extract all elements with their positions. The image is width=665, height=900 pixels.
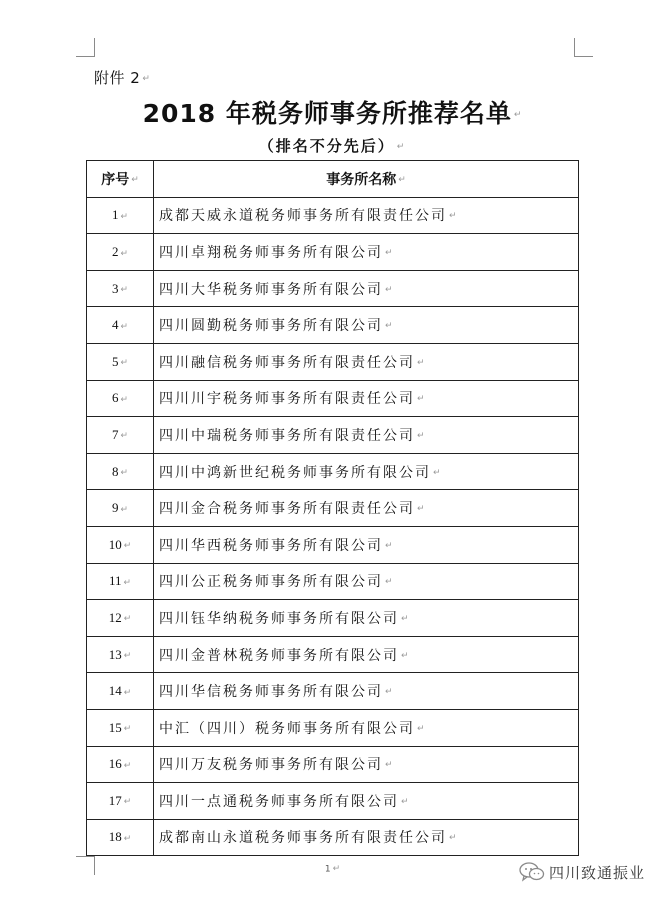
table-row (87, 673, 579, 710)
paragraph-mark: ↵ (123, 759, 132, 770)
paragraph-mark: ↵ (449, 211, 459, 222)
firm-name: 成都南山永道税务师事务所有限责任公司 (159, 830, 447, 847)
firm-name: 四川公正税务师事务所有限公司 (159, 574, 383, 591)
firm-name-cell (154, 563, 579, 600)
paragraph-mark: ↵ (120, 320, 129, 331)
row-number: 5 (111, 353, 119, 369)
firm-name: 四川融信税务师事务所有限责任公司 (159, 354, 415, 371)
firm-name-cell (154, 380, 579, 417)
paragraph-mark: ↵ (123, 576, 132, 587)
wechat-watermark (519, 859, 645, 885)
paragraph-mark: ↵ (513, 110, 523, 120)
paragraph-mark: ↵ (332, 864, 341, 874)
firm-name: 四川中瑞税务师事务所有限责任公司 (159, 427, 415, 444)
firm-name: 四川圆勤税务师事务所有限公司 (159, 318, 383, 335)
firm-name-cell (154, 453, 579, 490)
paragraph-mark: ↵ (123, 723, 132, 734)
row-number-cell (87, 563, 154, 600)
paragraph-mark: ↵ (120, 357, 129, 368)
paragraph-mark: ↵ (120, 247, 129, 258)
table-row (87, 307, 579, 344)
header-name-text: 事务所名称 (326, 171, 397, 188)
row-number-cell (87, 490, 154, 527)
paragraph-mark: ↵ (385, 321, 395, 332)
paragraph-mark: ↵ (120, 430, 129, 441)
paragraph-mark: ↵ (142, 73, 151, 84)
paragraph-mark: ↵ (123, 833, 132, 843)
row-number: 12 (108, 609, 122, 625)
paragraph-mark: ↵ (417, 723, 427, 734)
firm-name: 四川万友税务师事务所有限公司 (159, 757, 383, 774)
paragraph-mark: ↵ (396, 141, 407, 152)
document-title (0, 94, 665, 130)
paragraph-mark: ↵ (401, 796, 411, 807)
paragraph-mark: ↵ (417, 430, 427, 441)
firm-name-cell (154, 600, 579, 637)
table-row (87, 819, 579, 856)
header-cell-no (87, 161, 154, 198)
firm-name-cell (154, 746, 579, 783)
firm-name-cell (154, 197, 579, 234)
paragraph-mark: ↵ (385, 577, 395, 588)
firm-name-cell (154, 526, 579, 563)
row-number-cell (87, 709, 154, 746)
document-title-text: 2018 年税务师事务所推荐名单 (142, 99, 512, 128)
paragraph-mark: ↵ (398, 174, 406, 185)
paragraph-mark: ↵ (385, 247, 395, 258)
paragraph-mark: ↵ (385, 540, 395, 551)
row-number: 11 (108, 573, 122, 589)
table-row (87, 746, 579, 783)
row-number-cell (87, 380, 154, 417)
paragraph-mark: ↵ (417, 357, 427, 368)
firm-name-cell (154, 636, 579, 673)
paragraph-mark: ↵ (385, 687, 395, 698)
firm-name-cell (154, 234, 579, 271)
row-number: 6 (111, 390, 119, 406)
row-number: 1 (111, 207, 119, 223)
firm-name-cell (154, 343, 579, 380)
firm-name-cell (154, 417, 579, 454)
watermark-text: 四川致通振业 (549, 863, 646, 882)
paragraph-mark: ↵ (120, 284, 129, 295)
row-number-cell (87, 783, 154, 820)
firm-name-cell (154, 673, 579, 710)
firm-name-cell (154, 819, 579, 856)
row-number: 16 (108, 756, 122, 772)
firm-name-cell (154, 307, 579, 344)
paragraph-mark: ↵ (120, 393, 129, 404)
row-number: 4 (111, 317, 119, 333)
firm-name: 四川中鸿新世纪税务师事务所有限公司 (159, 464, 431, 481)
crop-mark-top-right (574, 38, 593, 57)
firm-name-cell (154, 270, 579, 307)
row-number-cell (87, 673, 154, 710)
row-number: 18 (108, 829, 122, 845)
row-number: 10 (108, 536, 122, 552)
row-number-cell (87, 417, 154, 454)
row-number-cell (87, 343, 154, 380)
row-number-cell (87, 526, 154, 563)
row-number: 13 (108, 646, 122, 662)
paragraph-mark: ↵ (417, 394, 427, 405)
document-subtitle-text: （排名不分先后） (258, 137, 395, 155)
row-number-cell (87, 819, 154, 856)
paragraph-mark: ↵ (131, 174, 139, 185)
attachment-label-text: 附件 2 (94, 69, 141, 87)
crop-mark-top-left (76, 38, 95, 57)
table-row (87, 197, 579, 234)
firm-name: 四川华西税务师事务所有限公司 (159, 537, 383, 554)
table-row (87, 563, 579, 600)
table-row (87, 234, 579, 271)
row-number-cell (87, 270, 154, 307)
table-row (87, 526, 579, 563)
table-row (87, 490, 579, 527)
table-row (87, 453, 579, 490)
wechat-icon (519, 862, 545, 882)
table-row (87, 417, 579, 454)
paragraph-mark: ↵ (120, 503, 129, 514)
firm-name: 四川卓翔税务师事务所有限公司 (159, 244, 383, 261)
header-cell-name (154, 161, 579, 198)
header-no-text: 序号 (101, 171, 130, 188)
paragraph-mark: ↵ (120, 467, 129, 478)
row-number-cell (87, 746, 154, 783)
paragraph-mark: ↵ (123, 686, 132, 697)
page-number-text: 1 (324, 864, 331, 875)
table-row (87, 380, 579, 417)
row-number-cell (87, 307, 154, 344)
table-row (87, 600, 579, 637)
paragraph-mark: ↵ (120, 210, 129, 221)
paragraph-mark: ↵ (401, 650, 411, 661)
firm-list-table (86, 160, 579, 856)
table-row (87, 783, 579, 820)
paragraph-mark: ↵ (385, 760, 395, 771)
row-number-cell (87, 636, 154, 673)
paragraph-mark: ↵ (433, 467, 443, 478)
document-subtitle (0, 135, 665, 156)
paragraph-mark: ↵ (401, 613, 411, 624)
table-row (87, 636, 579, 673)
firm-name: 四川钰华纳税务师事务所有限公司 (159, 610, 399, 627)
firm-name: 四川金合税务师事务所有限责任公司 (159, 501, 415, 518)
row-number: 14 (108, 683, 122, 699)
firm-name-cell (154, 490, 579, 527)
firm-name: 中汇（四川）税务师事务所有限公司 (159, 720, 415, 737)
paragraph-mark: ↵ (123, 796, 132, 807)
firm-name: 四川华信税务师事务所有限公司 (159, 684, 383, 701)
attachment-label (94, 67, 150, 88)
firm-name-cell (154, 709, 579, 746)
row-number: 9 (111, 500, 119, 516)
row-number: 15 (108, 719, 122, 735)
paragraph-mark: ↵ (385, 284, 395, 295)
firm-name: 四川金普林税务师事务所有限公司 (159, 647, 399, 664)
table-row (87, 709, 579, 746)
row-number-cell (87, 453, 154, 490)
row-number: 8 (111, 463, 119, 479)
firm-name: 四川川宇税务师事务所有限责任公司 (159, 391, 415, 408)
paragraph-mark: ↵ (123, 613, 132, 624)
table-header-row (87, 161, 579, 198)
firm-name-cell (154, 783, 579, 820)
row-number: 7 (111, 426, 119, 442)
paragraph-mark: ↵ (123, 540, 132, 551)
firm-name: 四川大华税务师事务所有限公司 (159, 281, 383, 298)
row-number: 17 (108, 792, 122, 808)
firm-name: 成都天威永道税务师事务所有限责任公司 (159, 208, 447, 225)
table-row (87, 270, 579, 307)
row-number: 2 (111, 243, 119, 259)
firm-table-body (87, 197, 579, 856)
row-number-cell (87, 197, 154, 234)
paragraph-mark: ↵ (449, 833, 459, 844)
firm-name: 四川一点通税务师事务所有限公司 (159, 793, 399, 810)
paragraph-mark: ↵ (123, 650, 132, 661)
paragraph-mark: ↵ (417, 504, 427, 515)
row-number: 3 (111, 280, 119, 296)
row-number-cell (87, 234, 154, 271)
row-number-cell (87, 600, 154, 637)
table-row (87, 343, 579, 380)
